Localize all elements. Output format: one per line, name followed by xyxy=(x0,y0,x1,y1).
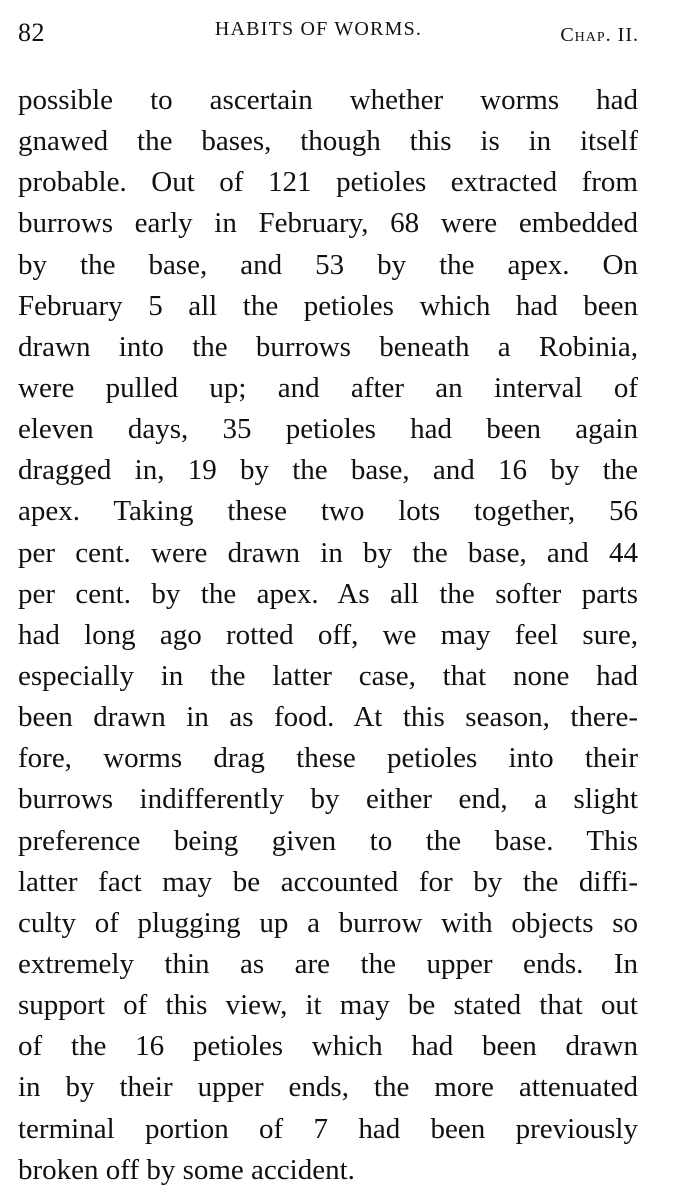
text-line: burrows early in February, 68 were embedded xyxy=(18,207,638,240)
text-line: culty of plugging up a burrow with objects so xyxy=(18,906,638,939)
page-number: 82 xyxy=(18,18,45,47)
body-paragraph xyxy=(18,80,638,1191)
text-line: broken off by some accident. xyxy=(18,1153,355,1186)
text-line: had long ago rotted off, we may feel sure, xyxy=(18,618,638,651)
text-line: support of this view, it may be stated that out xyxy=(18,989,638,1022)
text-line: extremely thin as are the upper ends. In xyxy=(18,947,638,980)
text-line: terminal portion of 7 had been previously xyxy=(18,1112,638,1145)
text-line: per cent. by the apex. As all the softer parts xyxy=(18,577,638,610)
running-head xyxy=(18,18,639,54)
text-line: preference being given to the base. This xyxy=(18,824,638,857)
text-line: fore, worms drag these petioles into their xyxy=(18,742,638,775)
text-line: latter fact may be accounted for by the diffi- xyxy=(18,865,638,898)
text-line: possible to ascertain whether worms had xyxy=(18,84,638,116)
text-line: especially in the latter case, that none had xyxy=(18,659,638,692)
text-line: gnawed the bases, though this is in itself xyxy=(18,125,638,158)
text-line: of the 16 petioles which had been drawn xyxy=(18,1030,638,1063)
chapter-label: Chap. II. xyxy=(560,24,639,46)
text-line: per cent. were drawn in by the base, and 44 xyxy=(18,536,638,569)
text-line: apex. Taking these two lots together, 56 xyxy=(18,495,638,528)
running-title: HABITS OF WORMS. xyxy=(214,18,423,40)
text-line: were pulled up; and after an interval of xyxy=(18,371,638,404)
text-line: in by their upper ends, the more attenuated xyxy=(18,1071,638,1104)
text-line: probable. Out of 121 petioles extracted from xyxy=(18,166,638,199)
text-line: February 5 all the petioles which had been xyxy=(18,289,638,322)
text-line: drawn into the burrows beneath a Robinia, xyxy=(18,330,638,363)
text-line: dragged in, 19 by the base, and 16 by the xyxy=(18,454,638,487)
text-line: been drawn in as food. At this season, there- xyxy=(18,701,638,734)
text-line: by the base, and 53 by the apex. On xyxy=(18,248,638,281)
text-line: burrows indifferently by either end, a slight xyxy=(18,783,638,816)
text-line: eleven days, 35 petioles had been again xyxy=(18,413,638,446)
